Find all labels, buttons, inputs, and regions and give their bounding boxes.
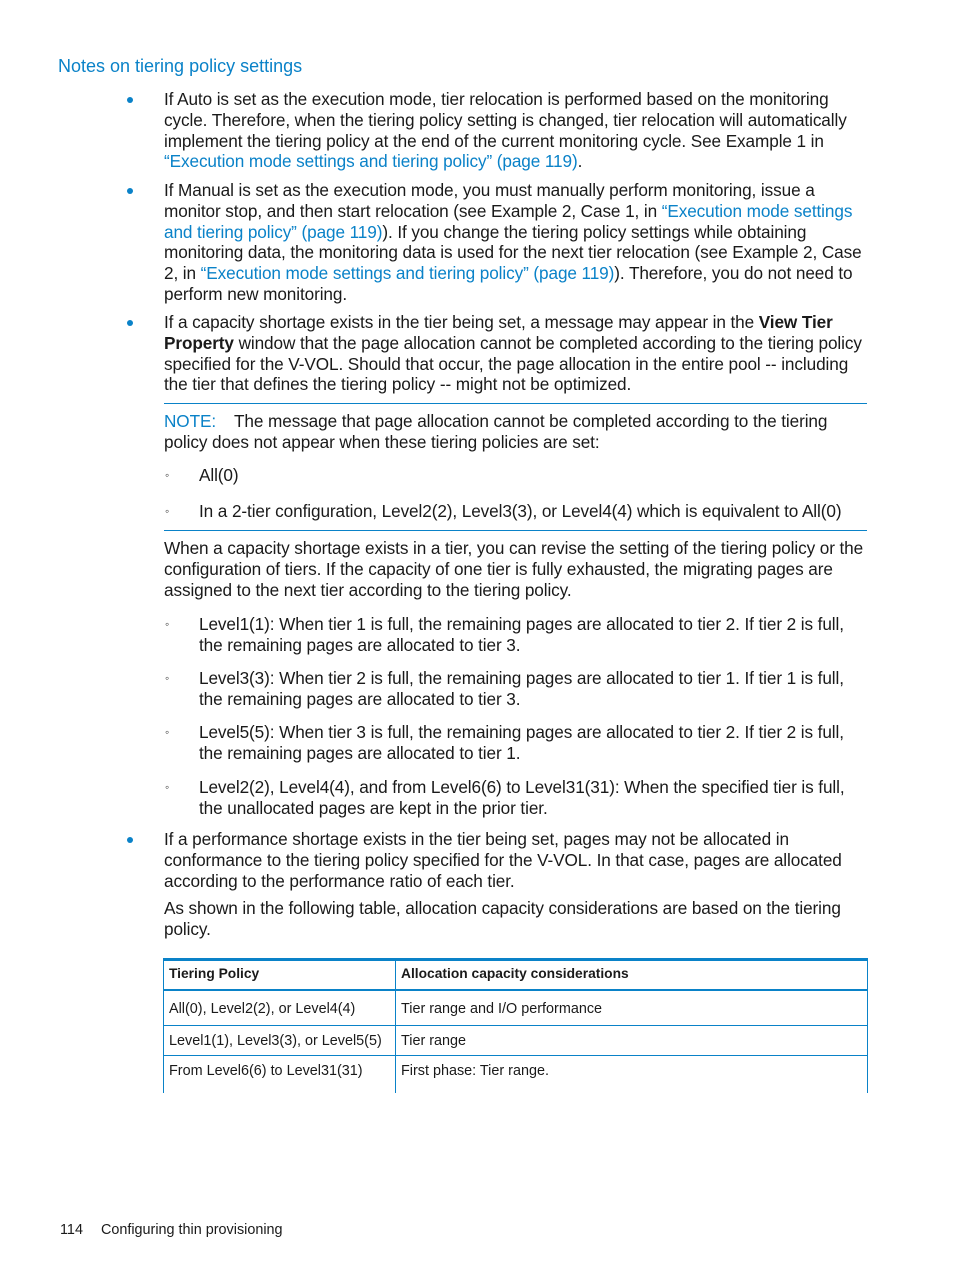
bullet-icon	[127, 837, 133, 843]
shortage-list-item	[165, 668, 869, 710]
shortage-paragraph: When a capacity shortage exists in a tier, you can revise the setting of the tiering policy or the configuration of tiers. If the capacity of one tier is fully exhausted, the migrating pages are assigned to the next tier according to the tiering policy.	[164, 538, 864, 600]
table-cell: From Level6(6) to Level31(31)	[164, 1056, 396, 1094]
shortage-list-item	[165, 614, 869, 656]
shortage-item-text: Level3(3): When tier 2 is full, the remaining pages are allocated to tier 1. If tier 1 is full, the remaining pages are allocated to tier 3.	[199, 668, 844, 709]
xref-link[interactable]: “Execution mode settings and tiering policy” (page 119)	[164, 151, 578, 172]
bullet-text-tail: .	[577, 151, 583, 172]
note-list-item	[165, 465, 869, 486]
bullet-item-auto-mode	[164, 89, 869, 172]
note-body: The message that page allocation cannot be completed according to the tiering policy does not appear when these tiering policies are set:	[164, 411, 828, 452]
bullet-text: ). If you change the tiering policy settings while obtaining monitoring data, the monitoring data is used for the next tier relocation (see Example 2, Case 2, in	[164, 221, 862, 284]
table-cell: Tier range	[396, 1026, 868, 1056]
shortage-list-item	[165, 722, 869, 764]
shortage-item-text: Level1(1): When tier 1 is full, the remaining pages are allocated to tier 2. If tier 2 is full, the remaining pages are allocated to tier 3.	[199, 614, 844, 655]
bullet-text: If a performance shortage exists in the tier being set, pages may not be allocated in conformance to the tiering policy specified for the V-VOL. In that case, pages are allocated according to the performance ratio of each tier.	[164, 829, 842, 891]
note-item-text: In a 2-tier configuration, Level2(2), Level3(3), or Level4(4) which is equivalent to All(0)	[199, 501, 842, 521]
table-cell: Level1(1), Level3(3), or Level5(5)	[164, 1026, 396, 1056]
table-cell: Tier range and I/O performance	[396, 990, 868, 1026]
bullet-icon	[127, 188, 133, 194]
xref-link[interactable]: “Execution mode settings and tiering policy” (page 119)	[200, 263, 615, 284]
table-cell: First phase: Tier range.	[396, 1056, 868, 1094]
page-footer	[60, 1222, 283, 1238]
allocation-table	[163, 958, 868, 1093]
note-list-item	[165, 501, 869, 522]
table-header-cell: Tiering Policy	[164, 960, 396, 991]
sub-bullet-icon: ◦	[165, 671, 170, 685]
table-row	[164, 990, 868, 1026]
shortage-item-text: Level5(5): When tier 3 is full, the remaining pages are allocated to tier 2. If tier 2 is full, the remaining pages are allocated to tier 1.	[199, 722, 844, 763]
shortage-list-item	[165, 777, 869, 819]
table-row	[164, 1026, 868, 1056]
footer-section-title: Configuring thin provisioning	[100, 1222, 283, 1238]
bullet-item-manual-mode	[164, 180, 869, 305]
bullet-text: If Auto is set as the execution mode, tier relocation is performed based on the monitoring cycle. Therefore, when the tiering policy setting is changed, tier relocation will automatically implement the tiering policy at the end of the current monitoring cycle. See Example 1 in	[164, 89, 847, 151]
shortage-item-text: Level2(2), Level4(4), and from Level6(6) to Level31(31): When the specified tier is full, the unallocated pages are kept in the prior tier.	[199, 777, 845, 818]
note-top-rule	[164, 403, 867, 404]
bullet-icon	[127, 97, 133, 103]
sub-bullet-icon: ◦	[165, 725, 170, 739]
sub-bullet-icon: ◦	[165, 617, 170, 631]
table-row	[164, 1056, 868, 1094]
bullet-text: ). Therefore, you do not need to perform new monitoring.	[164, 263, 853, 304]
bullet-item-performance-shortage	[164, 829, 869, 891]
bullet-item-capacity-shortage	[164, 312, 869, 395]
sub-bullet-icon: ◦	[165, 504, 170, 518]
bullet-text: If a capacity shortage exists in the tier being set, a message may appear in the	[164, 312, 759, 332]
bullet-text: window that the page allocation cannot be completed according to the tiering policy specified for the V-VOL. Should that occur, the page allocation in the entire pool -- including the tier that defines the tiering policy -- might not be optimized.	[164, 332, 862, 395]
page-number: 114	[60, 1222, 83, 1238]
section-heading: Notes on tiering policy settings	[58, 56, 303, 76]
sub-bullet-icon: ◦	[165, 468, 170, 482]
ui-term-bold: View Tier Property	[164, 312, 833, 353]
note-item-text: All(0)	[199, 465, 239, 485]
note-label: NOTE:	[164, 411, 217, 431]
note-bottom-rule	[164, 530, 867, 531]
sub-bullet-icon: ◦	[165, 780, 170, 794]
xref-link[interactable]: “Execution mode settings and tiering policy” (page 119)	[164, 200, 853, 242]
bullet-icon	[127, 320, 133, 326]
table-intro-paragraph: As shown in the following table, allocation capacity considerations are based on the tiering policy.	[164, 898, 841, 939]
table-header-row	[164, 960, 868, 991]
note-text	[164, 411, 869, 453]
table-cell: All(0), Level2(2), or Level4(4)	[164, 990, 396, 1026]
table-header-cell: Allocation capacity considerations	[396, 960, 868, 991]
bullet-text: If Manual is set as the execution mode, you must manually perform monitoring, issue a monitor stop, and then start relocation (see Example 2, Case 1, in	[164, 180, 815, 221]
